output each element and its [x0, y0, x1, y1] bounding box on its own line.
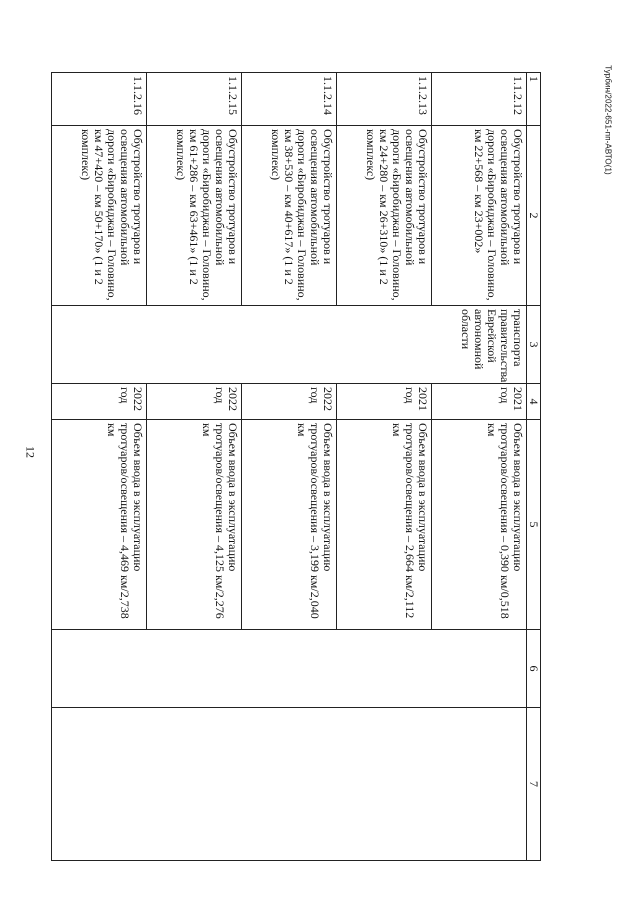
- implementation-year: 2021 год: [337, 384, 432, 420]
- measure-name: Обустройство тротуаров и освещения автомобильной дороги «Биробиджан – Головино, км 61+286 – км 63+461» (1 и 2 комплекс): [147, 126, 242, 306]
- measure-name: Обустройство тротуаров и освещения автомобильной дороги «Биробиджан – Головино, км 22+568 – км 23+002»: [432, 126, 527, 306]
- column-header-1: 1: [527, 73, 541, 126]
- column-header-7: 7: [527, 708, 541, 861]
- target-indicator: Объем ввода в эксплуатацию тротуаров/освещения – 0,390 км/0,518 км: [432, 420, 527, 630]
- implementation-year: 2022 год: [52, 384, 147, 420]
- column-header-3: 3: [527, 306, 541, 384]
- table-container: [61, 72, 541, 860]
- header-row: [527, 73, 541, 861]
- row-number: 1.1.2.16: [52, 73, 147, 126]
- row-number: 1.1.2.13: [337, 73, 432, 126]
- measure-name: Обустройство тротуаров и освещения автомобильной дороги «Биробиджан – Головино, км 24+280 – км 26+310» (1 и 2 комплекс): [337, 126, 432, 306]
- responsible-organization: транспорта правительства Еврейской автономной области: [52, 306, 527, 384]
- implementation-year: 2022 год: [147, 384, 242, 420]
- column-header-4: 4: [527, 384, 541, 420]
- row-number: 1.1.2.12: [432, 73, 527, 126]
- column-header-5: 5: [527, 420, 541, 630]
- target-indicator: Объем ввода в эксплуатацию тротуаров/освещения – 4,125 км/2,276 км: [147, 420, 242, 630]
- measure-name: Обустройство тротуаров и освещения автомобильной дороги «Биробиджан – Головино, км 38+530 – км 40+617» (1 и 2 комплекс): [242, 126, 337, 306]
- row-number: 1.1.2.14: [242, 73, 337, 126]
- target-indicator: Объем ввода в эксплуатацию тротуаров/освещения – 4,469 км/2,738 км: [52, 420, 147, 630]
- implementation-year: 2021 год: [432, 384, 527, 420]
- column-7-cell: [52, 708, 527, 861]
- document-code: Турбин/2022-651-пп-АВТО(1): [603, 65, 613, 175]
- row-number: 1.1.2.15: [147, 73, 242, 126]
- column-header-6: 6: [527, 630, 541, 708]
- implementation-year: 2022 год: [242, 384, 337, 420]
- table-row: [432, 73, 527, 861]
- measure-name: Обустройство тротуаров и освещения автомобильной дороги «Биробиджан – Головино, км 47+420 – км 50+170» (1 и 2 комплекс): [52, 126, 147, 306]
- target-indicator: Объем ввода в эксплуатацию тротуаров/освещения – 2,664 км/2,112 км: [337, 420, 432, 630]
- program-table: [51, 72, 541, 861]
- page-number: 12: [23, 446, 38, 458]
- column-6-cell: [52, 630, 527, 708]
- column-header-2: 2: [527, 126, 541, 306]
- target-indicator: Объем ввода в эксплуатацию тротуаров/освещения – 3,199 км/2,040 км: [242, 420, 337, 630]
